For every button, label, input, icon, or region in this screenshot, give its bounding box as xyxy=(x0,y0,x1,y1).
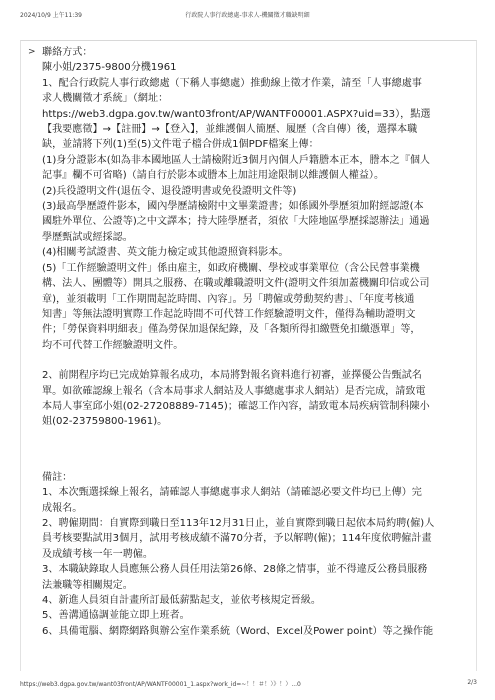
text-line: 記事』欄不可省略)（請自行於影本或謄本上加註用途限制以維護個人權益）。 xyxy=(42,170,385,182)
note-line: 法兼職等相關規定。 xyxy=(42,579,133,591)
note-line: 2、聘僱期間：自實際到職日至113年12月31日止，並自實際到職日起依本局約聘(僱)人 xyxy=(42,517,435,529)
text-line: 【我要應徵】→【註冊】→【登入】，並維護個人簡歷、履歷（含自傳）後，選擇本職 xyxy=(42,124,418,136)
text-line: 國駐外單位、公證等)之中文譯本；持大陸學歷者，須依「大陸地區學歷採認辦法」通過 xyxy=(42,216,430,228)
text-line: 均不可代替工作經驗證明文件。 xyxy=(42,339,184,351)
text-line: (3)最高學歷證件影本，國內學歷請檢附中文畢業證書；如係國外學歷須加附經認證(本 xyxy=(42,201,424,213)
note-line: 5、善溝通協調並能立即上班者。 xyxy=(42,610,190,622)
text-line: 2、前開程序均已完成始算報名成功，本局將對報名資料進行初審，並擇優公告甄試名 xyxy=(42,370,422,382)
text-line: (1)身分證影本(如為非本國地區人士請檢附近3個月內個人戶籍謄本正本，謄本之『個人 xyxy=(42,154,431,166)
system-url-link[interactable]: https://web3.dgpa.gov.tw/want03front/AP/WANTF00001.ASPX?uid=33），點選 xyxy=(42,108,431,120)
print-page-title: 行政院人事行政總處-事求人-機關徵才職缺明細 xyxy=(185,12,310,19)
note-line: 員考核要點試用3個月，試用考核成績不滿70分者，予以解聘(僱)；114年度依聘僱計畫 xyxy=(42,533,432,545)
text-line: 單。如欲確認線上報名（含本局事求人網站及人事總處事求人網站）是否完成，請致電 xyxy=(42,385,426,397)
text-line: 件；「勞保資料明細表」僅為勞保加退保紀錄，及「各類所得扣繳暨免扣繳憑單」等， xyxy=(42,324,421,336)
text-line: 姐(02-23759800-1961)。 xyxy=(42,416,168,428)
print-footer xyxy=(0,679,495,691)
spacer xyxy=(42,430,478,450)
note-line: 及成績考核一年一聘僱。 xyxy=(42,548,154,560)
expand-arrow-icon[interactable]: > xyxy=(28,47,36,57)
text-line: 缺，並請將下列(1)至(5)文件電子檔合併成1個PDF檔案上傳： xyxy=(42,139,319,151)
print-date: 2024/10/9 上午11:39 xyxy=(20,12,82,19)
text-line: 本局人事室邱小姐(02-27208889-7145)；確認工作內容，請致電本局疾病管制科陳小 xyxy=(42,400,430,412)
notes-heading: 備註： xyxy=(42,471,73,483)
page-number: 2/3 xyxy=(467,679,477,686)
job-detail-content xyxy=(28,45,478,639)
spacer xyxy=(42,450,478,470)
text-line: 構、法人、團體等）開具之服務、在職或離職證明文件(證明文件須加蓋機關印信或公司 xyxy=(42,278,430,290)
note-line: 1、本次甄選採線上報名，請確認人事總處事求人網站（請確認必要文件均已上傳）完 xyxy=(42,487,422,499)
text-line: (4)相關考試證書、英文能力檢定或其他證照資料影本。 xyxy=(42,247,289,259)
text-line: 學歷甄試或經採認。 xyxy=(42,231,133,243)
text-line: 求人機關徵才系統」（網址： xyxy=(42,93,169,105)
print-url: https://web3.dgpa.gov.tw/want03front/AP/WANTF00001_1.aspx?work_id=~！！＃！）》！）...0 xyxy=(20,681,301,688)
note-line: 成報名。 xyxy=(42,502,83,514)
spacer xyxy=(42,353,478,368)
print-header xyxy=(0,10,495,22)
note-line: 3、本職缺錄取人員應無公務人員任用法第26條、28條之情事，並不得違反公務員服務 xyxy=(42,564,428,576)
text-line: 知書」等無法證明實際工作起訖時間不可代替工作經驗證明文件，僅得為輔助證明文 xyxy=(42,308,416,320)
application-instructions xyxy=(42,76,478,639)
text-line: 章)，並須載明「工作期間起訖時間、內容」。另「聘僱或勞動契約書」、「年度考核通 xyxy=(42,293,415,305)
text-line: 1、配合行政院人事行政總處（下稱人事總處）推動線上徵才作業，請至「人事總處事 xyxy=(42,77,422,89)
contact-heading: 聯絡方式： xyxy=(42,47,93,58)
contact-phone: 陳小姐/2375-9800分機1961 xyxy=(42,62,177,74)
text-line: (5)「工作經驗證明文件」係由雇主，如政府機關、學校或事業單位（含公民營事業機 xyxy=(42,262,420,274)
text-line: (2)兵役證明文件(退伍令、退役證明書或免役證明文件等) xyxy=(42,185,297,197)
note-line: 6、具備電腦、網際網路與辦公室作業系統（Word、Excel及Power point）等之操作能 xyxy=(42,625,434,637)
note-line: 4、新進人員須自計畫所訂最低薪點起支，並依考核規定晉級。 xyxy=(42,595,321,606)
